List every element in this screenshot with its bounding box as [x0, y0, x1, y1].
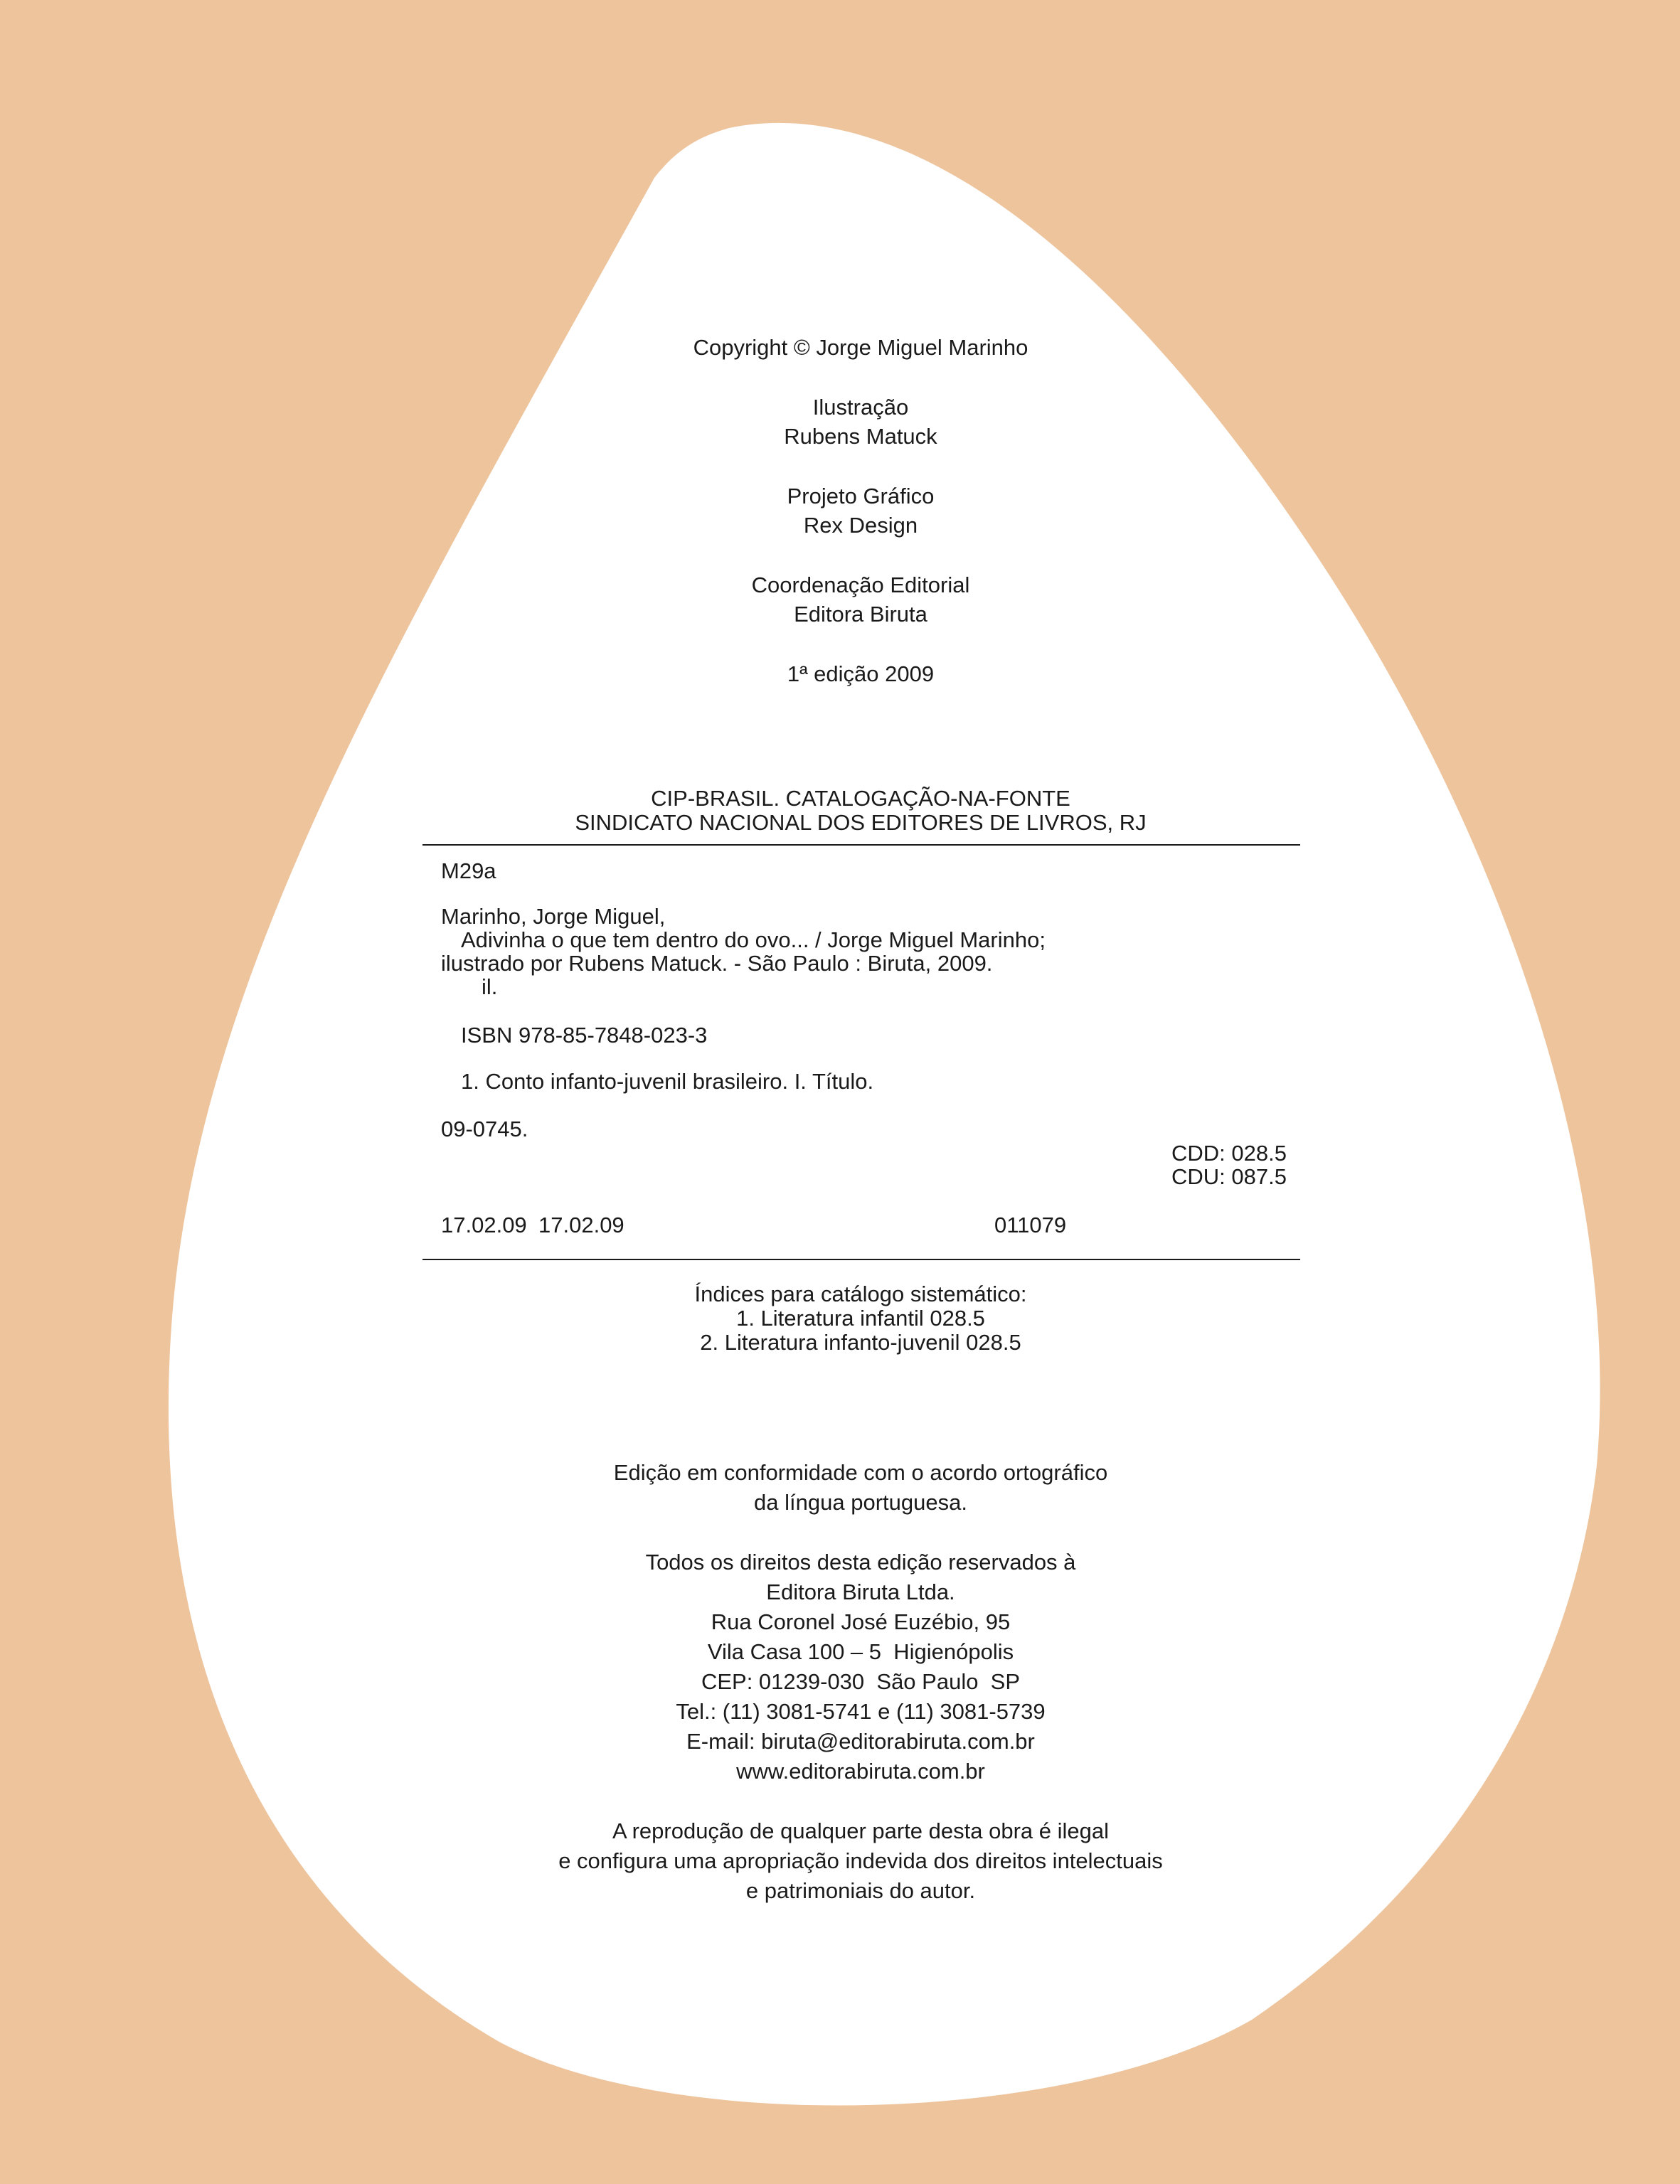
cip-call-number: M29a	[441, 858, 496, 883]
notice-line-1: A reprodução de qualquer parte desta obra é ilegal	[612, 1818, 1109, 1843]
indices-item-1: 1. Literatura infantil 028.5	[736, 1306, 985, 1331]
cip-date-1: 17.02.09	[441, 1213, 527, 1237]
cip-heading: CIP-BRASIL. CATALOGAÇÃO-NA-FONTE	[651, 786, 1070, 811]
rights-email: E-mail: biruta@editorabiruta.com.br	[686, 1729, 1035, 1754]
rights-street: Rua Coronel José Euzébio, 95	[711, 1609, 1011, 1634]
rights-cep: CEP: 01239-030 São Paulo SP	[701, 1669, 1021, 1694]
cip-date-2: 17.02.09	[538, 1213, 624, 1237]
rights-website: www.editorabiruta.com.br	[736, 1759, 985, 1784]
cip-isbn: ISBN 978-85-7848-023-3	[461, 1023, 708, 1048]
cip-top-rule	[422, 844, 1300, 846]
cip-title: Adivinha o que tem dentro do ovo... / Jorge Miguel Marinho;	[461, 927, 1046, 952]
notice-line-3: e patrimoniais do autor.	[745, 1878, 976, 1903]
illustration-label: Ilustração	[812, 395, 909, 420]
coordinator-name: Editora Biruta	[794, 602, 927, 627]
coordination-label: Coordenação Editorial	[751, 572, 970, 597]
cip-cdu: CDU: 087.5	[1171, 1164, 1287, 1189]
cip-code: 011079	[994, 1213, 1067, 1237]
copyright-line: Copyright © Jorge Miguel Marinho	[693, 335, 1028, 360]
conformity-line-2: da língua portuguesa.	[754, 1490, 967, 1515]
cip-author: Marinho, Jorge Miguel,	[441, 904, 666, 929]
cip-cdd: CDD: 028.5	[1171, 1141, 1287, 1166]
rights-district: Vila Casa 100 – 5 Higienópolis	[707, 1639, 1014, 1664]
cip-bottom-rule	[422, 1259, 1300, 1260]
cip-subheading: SINDICATO NACIONAL DOS EDITORES DE LIVROS, RJ	[575, 810, 1147, 835]
rights-line-1: Todos os direitos desta edição reservados à	[645, 1550, 1076, 1575]
conformity-line-1: Edição em conformidade com o acordo ortográfico	[613, 1460, 1108, 1485]
indices-item-2: 2. Literatura infanto-juvenil 028.5	[700, 1330, 1021, 1355]
cip-il: il.	[482, 974, 498, 999]
cip-subject: 1. Conto infanto-juvenil brasileiro. I. Título.	[461, 1069, 874, 1094]
designer-name: Rex Design	[803, 513, 918, 538]
edition-line: 1ª edição 2009	[787, 661, 935, 686]
indices-heading: Índices para catálogo sistemático:	[694, 1282, 1027, 1306]
cip-illustrated-by: ilustrado por Rubens Matuck. - São Paulo : Biruta, 2009.	[441, 951, 993, 976]
cip-record-id: 09-0745.	[441, 1117, 528, 1141]
illustrator-name: Rubens Matuck	[784, 424, 937, 449]
rights-phone: Tel.: (11) 3081-5741 e (11) 3081-5739	[676, 1699, 1046, 1724]
design-label: Projeto Gráfico	[787, 484, 935, 508]
notice-line-2: e configura uma apropriação indevida dos direitos intelectuais	[558, 1848, 1163, 1873]
rights-publisher: Editora Biruta Ltda.	[766, 1580, 955, 1604]
